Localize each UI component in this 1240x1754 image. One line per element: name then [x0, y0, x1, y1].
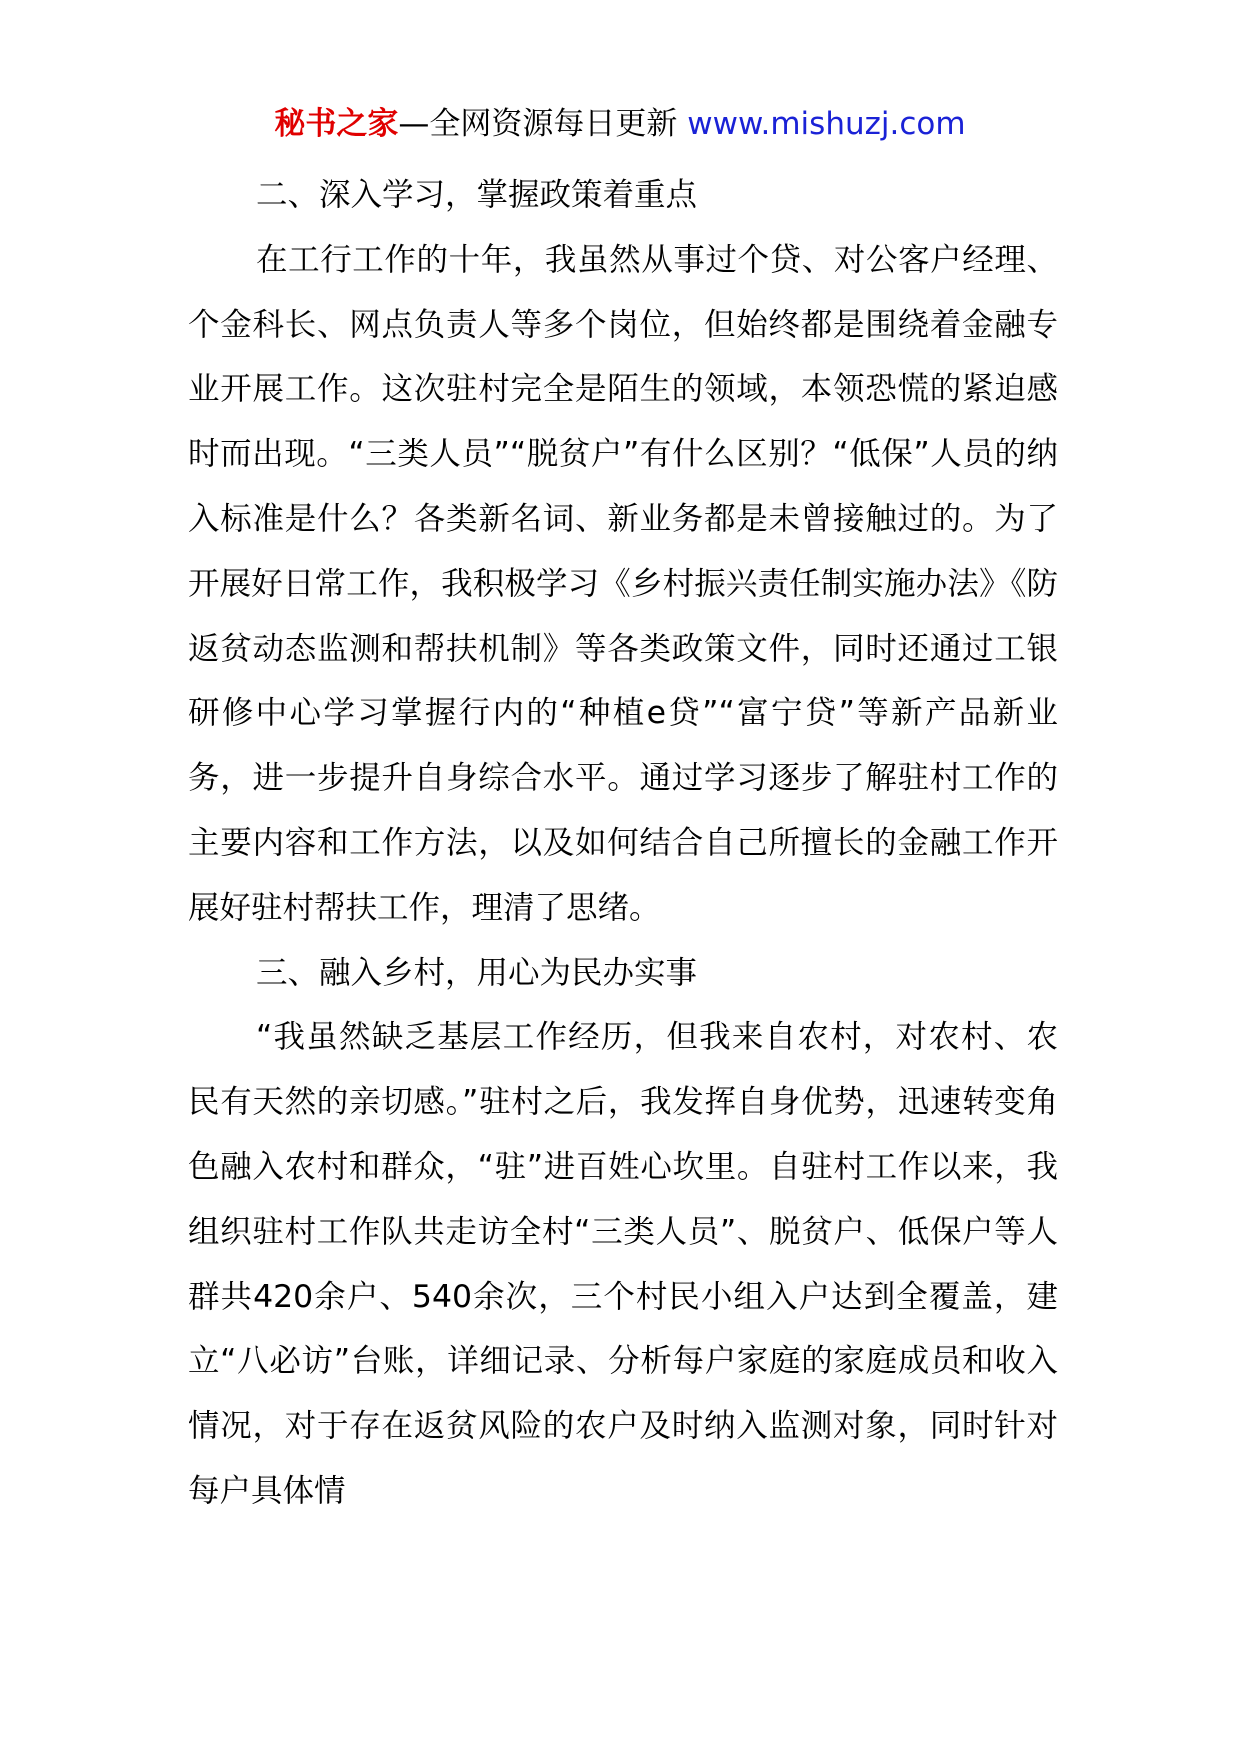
section-heading-2: 二、深入学习，掌握政策着重点	[256, 177, 698, 213]
document-body	[188, 163, 1058, 1524]
header-url-link[interactable]: www.mishuzj.com	[687, 106, 966, 142]
header-tagline: —全网资源每日更新	[398, 106, 678, 142]
header-brand: 秘书之家	[274, 106, 399, 142]
page-header	[0, 102, 1240, 146]
body-paragraph-2: “我虽然缺乏基层工作经历，但我来自农村，对农村、农民有天然的亲切感。”驻村之后，我发挥自身优势，迅速转变角色融入农村和群众，“驻”进百姓心坎里。自驻村工作以来，我组织驻村工作队共走访全村“三类人员”、脱贫户、低保户等人群共420余户、540余次，三个村民小组入户达到全覆盖，建立“八必访”台账，详细记录、分析每户家庭的家庭成员和收入情况，对于存在返贫风险的农户及时纳入监测对象，同时针对每户具体情	[188, 1019, 1058, 1509]
section-heading-3: 三、融入乡村，用心为民办实事	[256, 954, 698, 991]
body-paragraph-1: 在工行工作的十年，我虽然从事过个贷、对公客户经理、个金科长、网点负责人等多个岗位，但始终都是围绕着金融专业开展工作。这次驻村完全是陌生的领域，本领恐慌的紧迫感时而出现。“三类人员”“脱贫户”有什么区别？“低保”人员的纳入标准是什么？各类新名词、新业务都是未曾接触过的。为了开展好日常工作，我积极学习《乡村振兴责任制实施办法》《防返贫动态监测和帮扶机制》等各类政策文件，同时还通过工银研修中心学习掌握行内的“种植e贷”“富宁贷”等新产品新业务，进一步提升自身综合水平。通过学习逐步了解驻村工作的主要内容和工作方法，以及如何结合自己所擅长的金融工作开展好驻村帮扶工作，理清了思绪。	[188, 241, 1058, 926]
